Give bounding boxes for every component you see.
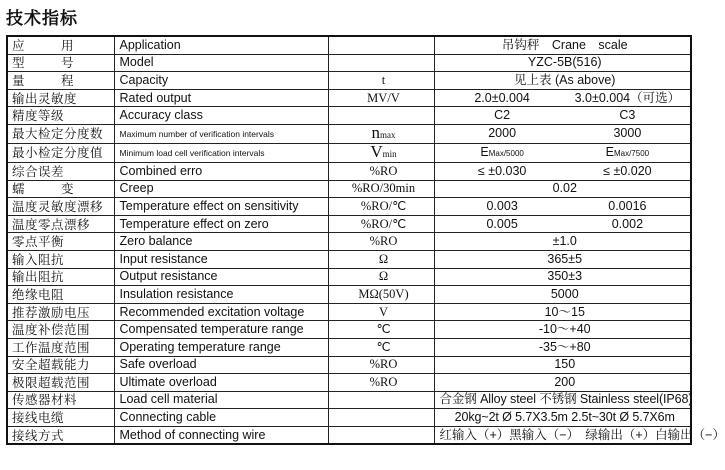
spec-row-ultimate-overload	[7, 374, 691, 392]
row-value: 350±3	[434, 268, 691, 286]
row-unit: %RO	[328, 233, 434, 251]
row-unit: ℃	[328, 338, 434, 356]
row-value: -10～+40	[434, 321, 691, 339]
row-unit: MΩ(50V)	[328, 286, 434, 304]
row-unit	[328, 107, 434, 125]
value-option-1: 0.003	[486, 198, 518, 213]
row-label-zh: 精度等级	[7, 107, 114, 125]
row-value: 5000	[434, 286, 691, 304]
spec-row-max-verification-intervals	[7, 124, 691, 143]
row-value: 10～15	[434, 303, 691, 321]
row-value: -35～+80	[434, 338, 691, 356]
row-label-en: Temperature effect on sensitivity	[114, 198, 328, 216]
row-label-en: Connecting cable	[114, 409, 328, 427]
row-unit: %RO/℃	[328, 198, 434, 216]
spec-row-compensated-temp-range	[7, 321, 691, 339]
value-option-2: 3000	[613, 126, 642, 141]
value-option-1: ≤ ±0.030	[477, 163, 527, 178]
row-label-en: Input resistance	[114, 250, 328, 268]
row-value: 吊钩秤 Crane scale	[434, 36, 691, 54]
row-value: 合金钢 Alloy steel 不锈钢 Stainless steel(IP68)	[434, 391, 691, 409]
spec-table	[6, 35, 725, 445]
row-unit: ℃	[328, 321, 434, 339]
row-label-zh: 型 号	[7, 54, 114, 72]
row-label-en: Zero balance	[114, 233, 328, 251]
row-value: 见上表 (As above)	[434, 72, 691, 90]
row-value	[434, 143, 691, 162]
row-value	[434, 198, 691, 216]
row-unit: %RO/℃	[328, 215, 434, 233]
spec-row-connecting-cable	[7, 409, 691, 427]
value-option-2: EMax/7500	[605, 144, 650, 159]
row-unit	[328, 426, 434, 444]
row-label-zh: 输出阻抗	[7, 268, 114, 286]
row-unit: Ω	[328, 250, 434, 268]
value-option-2: ≤ ±0.020	[603, 163, 652, 178]
value-option-2: 0.002	[611, 216, 644, 231]
row-label-zh: 温度灵敏度漂移	[7, 198, 114, 216]
row-label-zh: 传感器材料	[7, 391, 114, 409]
spec-row-input-resistance	[7, 250, 691, 268]
value-option-2: 0.0016	[608, 198, 647, 213]
row-value: ±1.0	[434, 233, 691, 251]
row-label-zh: 最小检定分度值	[7, 143, 114, 162]
row-label-zh: 绝缘电阻	[7, 286, 114, 304]
row-label-en: Rated output	[114, 89, 328, 107]
value-option-1: C2	[494, 108, 511, 123]
spec-row-accuracy-class	[7, 107, 691, 125]
spec-row-combined-error	[7, 162, 691, 180]
spec-row-temp-effect-sensitivity	[7, 198, 691, 216]
row-label-en: Model	[114, 54, 328, 72]
row-label-en: Recommended excitation voltage	[114, 303, 328, 321]
row-label-en: Insulation resistance	[114, 286, 328, 304]
row-label-en: Application	[114, 36, 328, 54]
row-value: 150	[434, 356, 691, 374]
row-label-zh: 量 程	[7, 72, 114, 90]
row-label-zh: 应 用	[7, 36, 114, 54]
row-unit: %RO	[328, 374, 434, 392]
row-label-en: Method of connecting wire	[114, 426, 328, 444]
row-label-en: Combined erro	[114, 162, 328, 180]
value-option-1: 2.0±0.004	[474, 90, 530, 105]
row-label-zh: 接线电缆	[7, 409, 114, 427]
row-unit: %RO	[328, 356, 434, 374]
row-label-zh: 综合误差	[7, 162, 114, 180]
row-label-zh: 蠕 变	[7, 180, 114, 198]
spec-row-connecting-wire	[7, 426, 691, 444]
row-unit	[328, 54, 434, 72]
row-value	[434, 162, 691, 180]
row-unit: Vmin	[328, 143, 434, 162]
row-label-zh: 安全超载能力	[7, 356, 114, 374]
row-unit: %RO/30min	[328, 180, 434, 198]
spec-row-load-cell-material	[7, 391, 691, 409]
spec-row-capacity	[7, 72, 691, 90]
row-label-zh: 输出灵敏度	[7, 89, 114, 107]
row-label-en: Ultimate overload	[114, 374, 328, 392]
row-label-en: Compensated temperature range	[114, 321, 328, 339]
row-label-zh: 极限超载范围	[7, 374, 114, 392]
value-option-1: 2000	[488, 126, 517, 141]
value-option-1: EMax/5000	[480, 144, 524, 159]
row-value: 200	[434, 374, 691, 392]
row-label-en: Load cell material	[114, 391, 328, 409]
row-label-en: Capacity	[114, 72, 328, 90]
row-label-zh: 零点平衡	[7, 233, 114, 251]
row-label-en: Minimum load cell verification intervals	[114, 143, 328, 162]
row-unit	[328, 409, 434, 427]
row-value	[434, 124, 691, 143]
spec-row-application	[7, 36, 691, 54]
spec-row-temp-effect-zero	[7, 215, 691, 233]
spec-row-zero-balance	[7, 233, 691, 251]
spec-row-creep	[7, 180, 691, 198]
spec-row-output-resistance	[7, 268, 691, 286]
row-value: YZC-5B(516)	[434, 54, 691, 72]
row-unit	[328, 36, 434, 54]
row-value: 红输入（+）黑输入（−） 绿输出（+）白输出（−）	[434, 426, 691, 444]
row-label-zh: 最大检定分度数	[7, 124, 114, 143]
spec-row-operating-temp-range	[7, 338, 691, 356]
row-value	[434, 107, 691, 125]
row-label-en: Accuracy class	[114, 107, 328, 125]
row-value: 365±5	[434, 250, 691, 268]
row-label-zh: 温度零点漂移	[7, 215, 114, 233]
row-label-en: Safe overload	[114, 356, 328, 374]
value-option-1: 0.005	[486, 216, 518, 231]
row-value: 0.02	[434, 180, 691, 198]
row-unit: nmax	[328, 124, 434, 143]
row-value	[434, 215, 691, 233]
row-value	[434, 89, 691, 107]
row-label-en: Output resistance	[114, 268, 328, 286]
spec-row-excitation-voltage	[7, 303, 691, 321]
row-unit: %RO	[328, 162, 434, 180]
row-label-zh: 输入阻抗	[7, 250, 114, 268]
row-unit: Ω	[328, 268, 434, 286]
row-label-zh: 推荐激励电压	[7, 303, 114, 321]
value-option-2: C3	[619, 108, 636, 123]
row-unit: t	[328, 72, 434, 90]
spec-row-model	[7, 54, 691, 72]
row-label-en: Creep	[114, 180, 328, 198]
spec-row-insulation-resistance	[7, 286, 691, 304]
row-unit	[328, 391, 434, 409]
spec-row-safe-overload	[7, 356, 691, 374]
row-label-zh: 接线方式	[7, 426, 114, 444]
row-label-en: Maximum number of verification intervals	[114, 124, 328, 143]
row-value: 20kg~2t Ø 5.7X3.5m 2.5t~30t Ø 5.7X6m	[434, 409, 691, 427]
page-title: 技术指标	[6, 9, 78, 29]
row-label-zh: 工作温度范围	[7, 338, 114, 356]
row-label-en: Temperature effect on zero	[114, 215, 328, 233]
row-unit: MV/V	[328, 89, 434, 107]
row-label-zh: 温度补偿范围	[7, 321, 114, 339]
spec-row-min-verification-interval	[7, 143, 691, 162]
spec-row-rated-output	[7, 89, 691, 107]
value-option-2: 3.0±0.004（可选）	[574, 90, 681, 105]
row-unit: V	[328, 303, 434, 321]
row-label-en: Operating temperature range	[114, 338, 328, 356]
